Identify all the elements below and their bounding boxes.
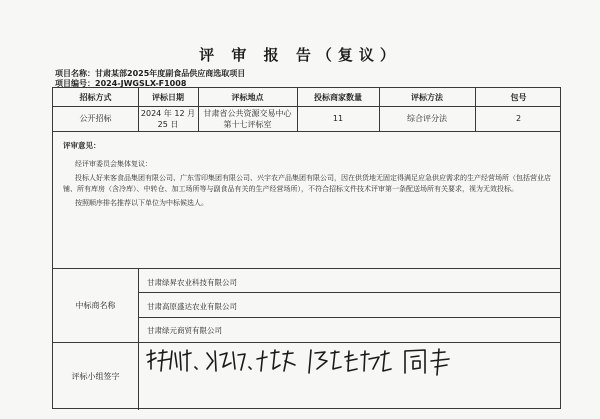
header-eval-location: 评标地点	[231, 92, 264, 102]
header-bid-method: 招标方式	[79, 92, 112, 102]
project-code-label: 项目编号：	[55, 79, 95, 88]
eval-date-value: 2024 年 12 月 25 日	[140, 108, 196, 129]
eval-location-value: 甘肃省公共资源交易中心 第十七评标室	[203, 108, 292, 129]
opinion-line: 按照顺序排名推荐以下单位为中标候选人。	[75, 199, 208, 207]
header-bidder-count: 投标商家数量	[314, 92, 362, 102]
review-opinion	[63, 140, 553, 209]
report-table	[52, 87, 561, 409]
winners-label: 中标商名称	[75, 300, 116, 310]
bidder-count-value: 11	[332, 114, 344, 123]
header-package-no: 包号	[510, 92, 527, 102]
header-eval-method: 评标方法	[411, 92, 443, 102]
signature-label: 评标小组签字	[71, 371, 120, 381]
opinion-line: 投标人好来客食品集团有限公司、广东雪印集团有限公司、兴宇农产品集团有限公司，因在供货地无固定得满足应急供应需求的生产经营场所（包括营业店铺、所有库房（含冷库）、中转仓、加工场所等与副食品有关的生产经营场所），不符合招标文件技术评审第一条配送场所有关要求，视为无效投标。	[63, 174, 551, 193]
bid-method-value: 公开招标	[79, 114, 112, 123]
winner-name: 甘肃高原盛达农业有限公司	[147, 302, 237, 311]
table-rule	[53, 131, 560, 132]
winner-name: 甘肃绿昇农业科技有限公司	[147, 278, 237, 287]
eval-method-value: 综合评分法	[407, 114, 447, 123]
winner-name: 甘肃绿元商贸有限公司	[147, 326, 222, 335]
winner-rule	[138, 317, 560, 318]
project-code: 2024-JWGSLX-F1008	[95, 79, 187, 88]
header-eval-date: 评标日期	[152, 92, 184, 102]
opinion-heading: 评审意见：	[63, 141, 101, 150]
project-name: 甘肃某部2025年度副食品供应商选取项目	[95, 69, 246, 78]
label-col-rule	[138, 268, 139, 410]
handwritten-signatures	[143, 347, 553, 379]
winner-rule	[138, 292, 560, 293]
report-title: 评 审 报 告（复议）	[199, 46, 401, 64]
project-name-label: 项目名称：	[55, 69, 95, 78]
package-no-value: 2	[515, 114, 522, 123]
opinion-line: 经评审委员会集体复议：	[75, 160, 152, 168]
